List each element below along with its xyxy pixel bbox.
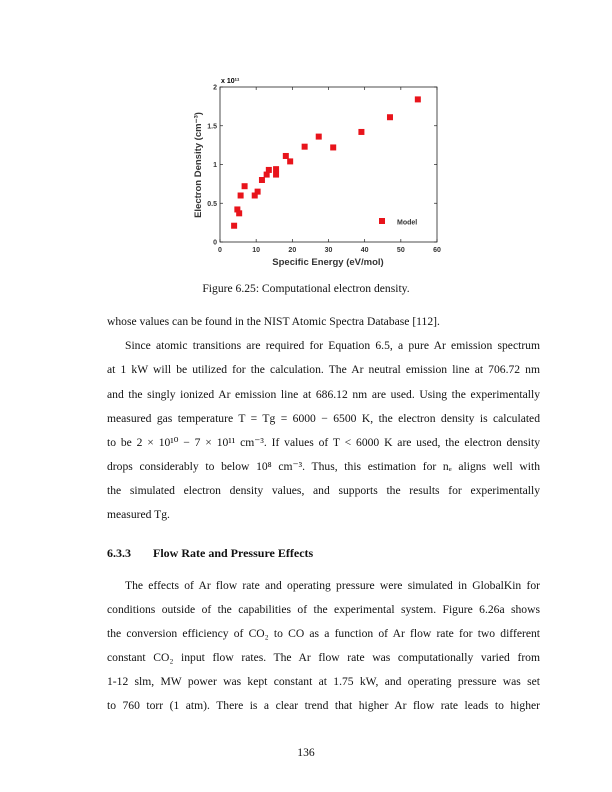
y-tick-label: 0 xyxy=(213,239,217,247)
y-tick-label: 0.5 xyxy=(207,200,217,208)
x-tick-label: 0 xyxy=(218,247,222,254)
data-point xyxy=(255,189,261,195)
data-point xyxy=(238,193,244,199)
figure-caption: Figure 6.25: Computational electron density. xyxy=(202,282,410,295)
data-point xyxy=(231,223,237,229)
x-tick-label: 30 xyxy=(324,247,333,254)
data-point xyxy=(273,172,279,178)
text-line: measured Tg. xyxy=(107,508,170,521)
data-point xyxy=(330,144,336,150)
text-line: measured gas temperature T = Tg = 6000 − 6500 K, the electron density is calculated xyxy=(107,412,540,425)
text-line: to be 2 × 10¹⁰ − 7 × 10¹¹ cm⁻³. If values of T < 6000 K are used, the electron density xyxy=(107,436,540,449)
x-tick-label: 40 xyxy=(360,247,369,254)
section-heading xyxy=(107,546,313,561)
text-line: 1-12 slm, MW power was kept constant at 1.75 kW, and operating pressure was set xyxy=(107,675,540,688)
text-line: to 760 torr (1 atm). There is a clear trend that higher Ar flow rate leads to higher xyxy=(107,699,540,712)
data-point xyxy=(302,144,308,150)
data-point xyxy=(236,210,242,216)
text-line: conditions outside of the capabilities of the experimental system. Figure 6.26a shows xyxy=(107,603,540,616)
data-point xyxy=(283,153,289,159)
x-tick-label: 10 xyxy=(252,247,261,254)
data-point xyxy=(266,167,272,173)
data-point xyxy=(387,114,393,120)
y-tick-label: 1.5 xyxy=(207,123,217,131)
data-point xyxy=(415,96,421,102)
text-line: at 1 kW will be utilized for the calculation. The Ar neutral emission line at 706.72 nm xyxy=(107,363,540,376)
y-tick-label: 2 xyxy=(213,84,217,92)
legend-label: Model xyxy=(397,219,418,227)
y-tick-label: 1 xyxy=(213,162,217,169)
data-point xyxy=(287,158,293,164)
y-multiplier: x 10¹¹ xyxy=(221,78,240,85)
electron-density-chart xyxy=(0,0,612,280)
y-axis-label: Electron Density (cm⁻³) xyxy=(193,112,204,218)
text-line: and the singly ionized Ar emission line at 686.12 nm are used. Using the experimentally xyxy=(107,388,540,401)
x-tick-label: 50 xyxy=(396,247,405,254)
legend-marker xyxy=(379,218,385,224)
x-tick-label: 60 xyxy=(433,247,441,254)
section-title: Flow Rate and Pressure Effects xyxy=(153,546,314,560)
data-point xyxy=(273,166,279,172)
section-number: 6.3.3 xyxy=(107,546,131,560)
x-tick-label: 20 xyxy=(288,247,297,254)
text-line: drops considerably to below 10⁸ cm⁻³. Thus, this estimation for nₑ aligns well with xyxy=(107,460,540,473)
text-line: the simulated electron density values, and supports the results for experimentally xyxy=(107,484,540,497)
text-line: constant CO₂ input flow rates. The Ar flow rate was computationally varied from xyxy=(107,651,540,664)
data-point xyxy=(242,183,248,189)
text-line: whose values can be found in the NIST Atomic Spectra Database [112]. xyxy=(107,315,440,328)
text-line: Since atomic transitions are required for Equation 6.5, a pure Ar emission spectrum xyxy=(125,339,540,352)
data-point xyxy=(358,129,364,135)
x-axis-label: Specific Energy (eV/mol) xyxy=(272,257,384,268)
data-point xyxy=(259,177,265,183)
data-point xyxy=(316,134,322,140)
page-number: 136 xyxy=(297,746,315,759)
text-line: The effects of Ar flow rate and operating pressure were simulated in GlobalKin for xyxy=(125,579,540,592)
text-line: the conversion efficiency of CO₂ to CO as a function of Ar flow rate for two different xyxy=(107,627,540,640)
